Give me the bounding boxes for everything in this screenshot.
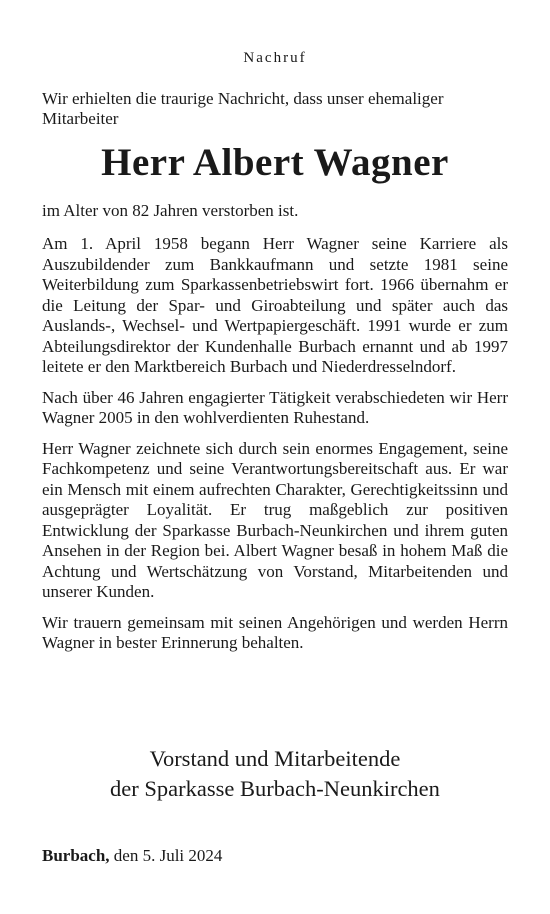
signature-line-2: der Sparkasse Burbach-Neunkirchen — [110, 776, 440, 801]
paragraph-mourning: Wir trauern gemeinsam mit seinen Angehörigen und werden Herrn Wagner in bester Erinnerung behalten. — [42, 612, 508, 652]
obituary-body — [42, 234, 508, 664]
notice-heading: Nachruf — [243, 50, 307, 66]
paragraph-retirement: Nach über 46 Jahren engagierter Tätigkeit verabschiedeten wir Herr Wagner 2005 in den wohlverdienten Ruhestand. — [42, 387, 508, 427]
place: Burbach, — [42, 846, 110, 865]
place-date — [42, 846, 222, 866]
signature-line-1: Vorstand und Mitarbeitende — [149, 746, 401, 771]
paragraph-character: Herr Wagner zeichnete sich durch sein enormes Engagement, seine Fachkompetenz und seine Verantwortungsbereitschaft aus. Er war ein Mensch mit einem aufrechten Charakter, Gerechtigkeitssinn und ausgeprägter Loyalität. Er trug maßgeblich zur positiven Entwicklung der Sparkasse Burbach-Neunkirchen und ihrem guten Ansehen in der Region bei. Albert Wagner besaß in hohem Maß die Achtung und Wertschätzung von Vorstand, Mitarbeitenden und unserer Kunden. — [42, 438, 508, 601]
date: den 5. Juli 2024 — [109, 846, 223, 865]
age-line: im Alter von 82 Jahren verstorben ist. — [42, 201, 299, 220]
paragraph-career: Am 1. April 1958 begann Herr Wagner seine Karriere als Auszubildender zum Bankkaufmann und setzte 1981 seine Weiterbildung zum Sparkassenbetriebswirt fort. 1966 übernahm er die Leitung der Spar- und Giroabteilung und später auch das Auslands-, Wechsel- und Wertpapiergeschäft. 1991 wurde er zum Abteilungsdirektor der Kundenhalle Burbach ernannt und ab 1997 leitete er den Marktbereich Burbach und Niederdresselndorf. — [42, 234, 508, 376]
deceased-name: Herr Albert Wagner — [101, 141, 449, 184]
signature-block — [0, 744, 550, 804]
intro-text: Wir erhielten die traurige Nachricht, dass unser ehemaliger Mitarbeiter — [42, 89, 444, 128]
